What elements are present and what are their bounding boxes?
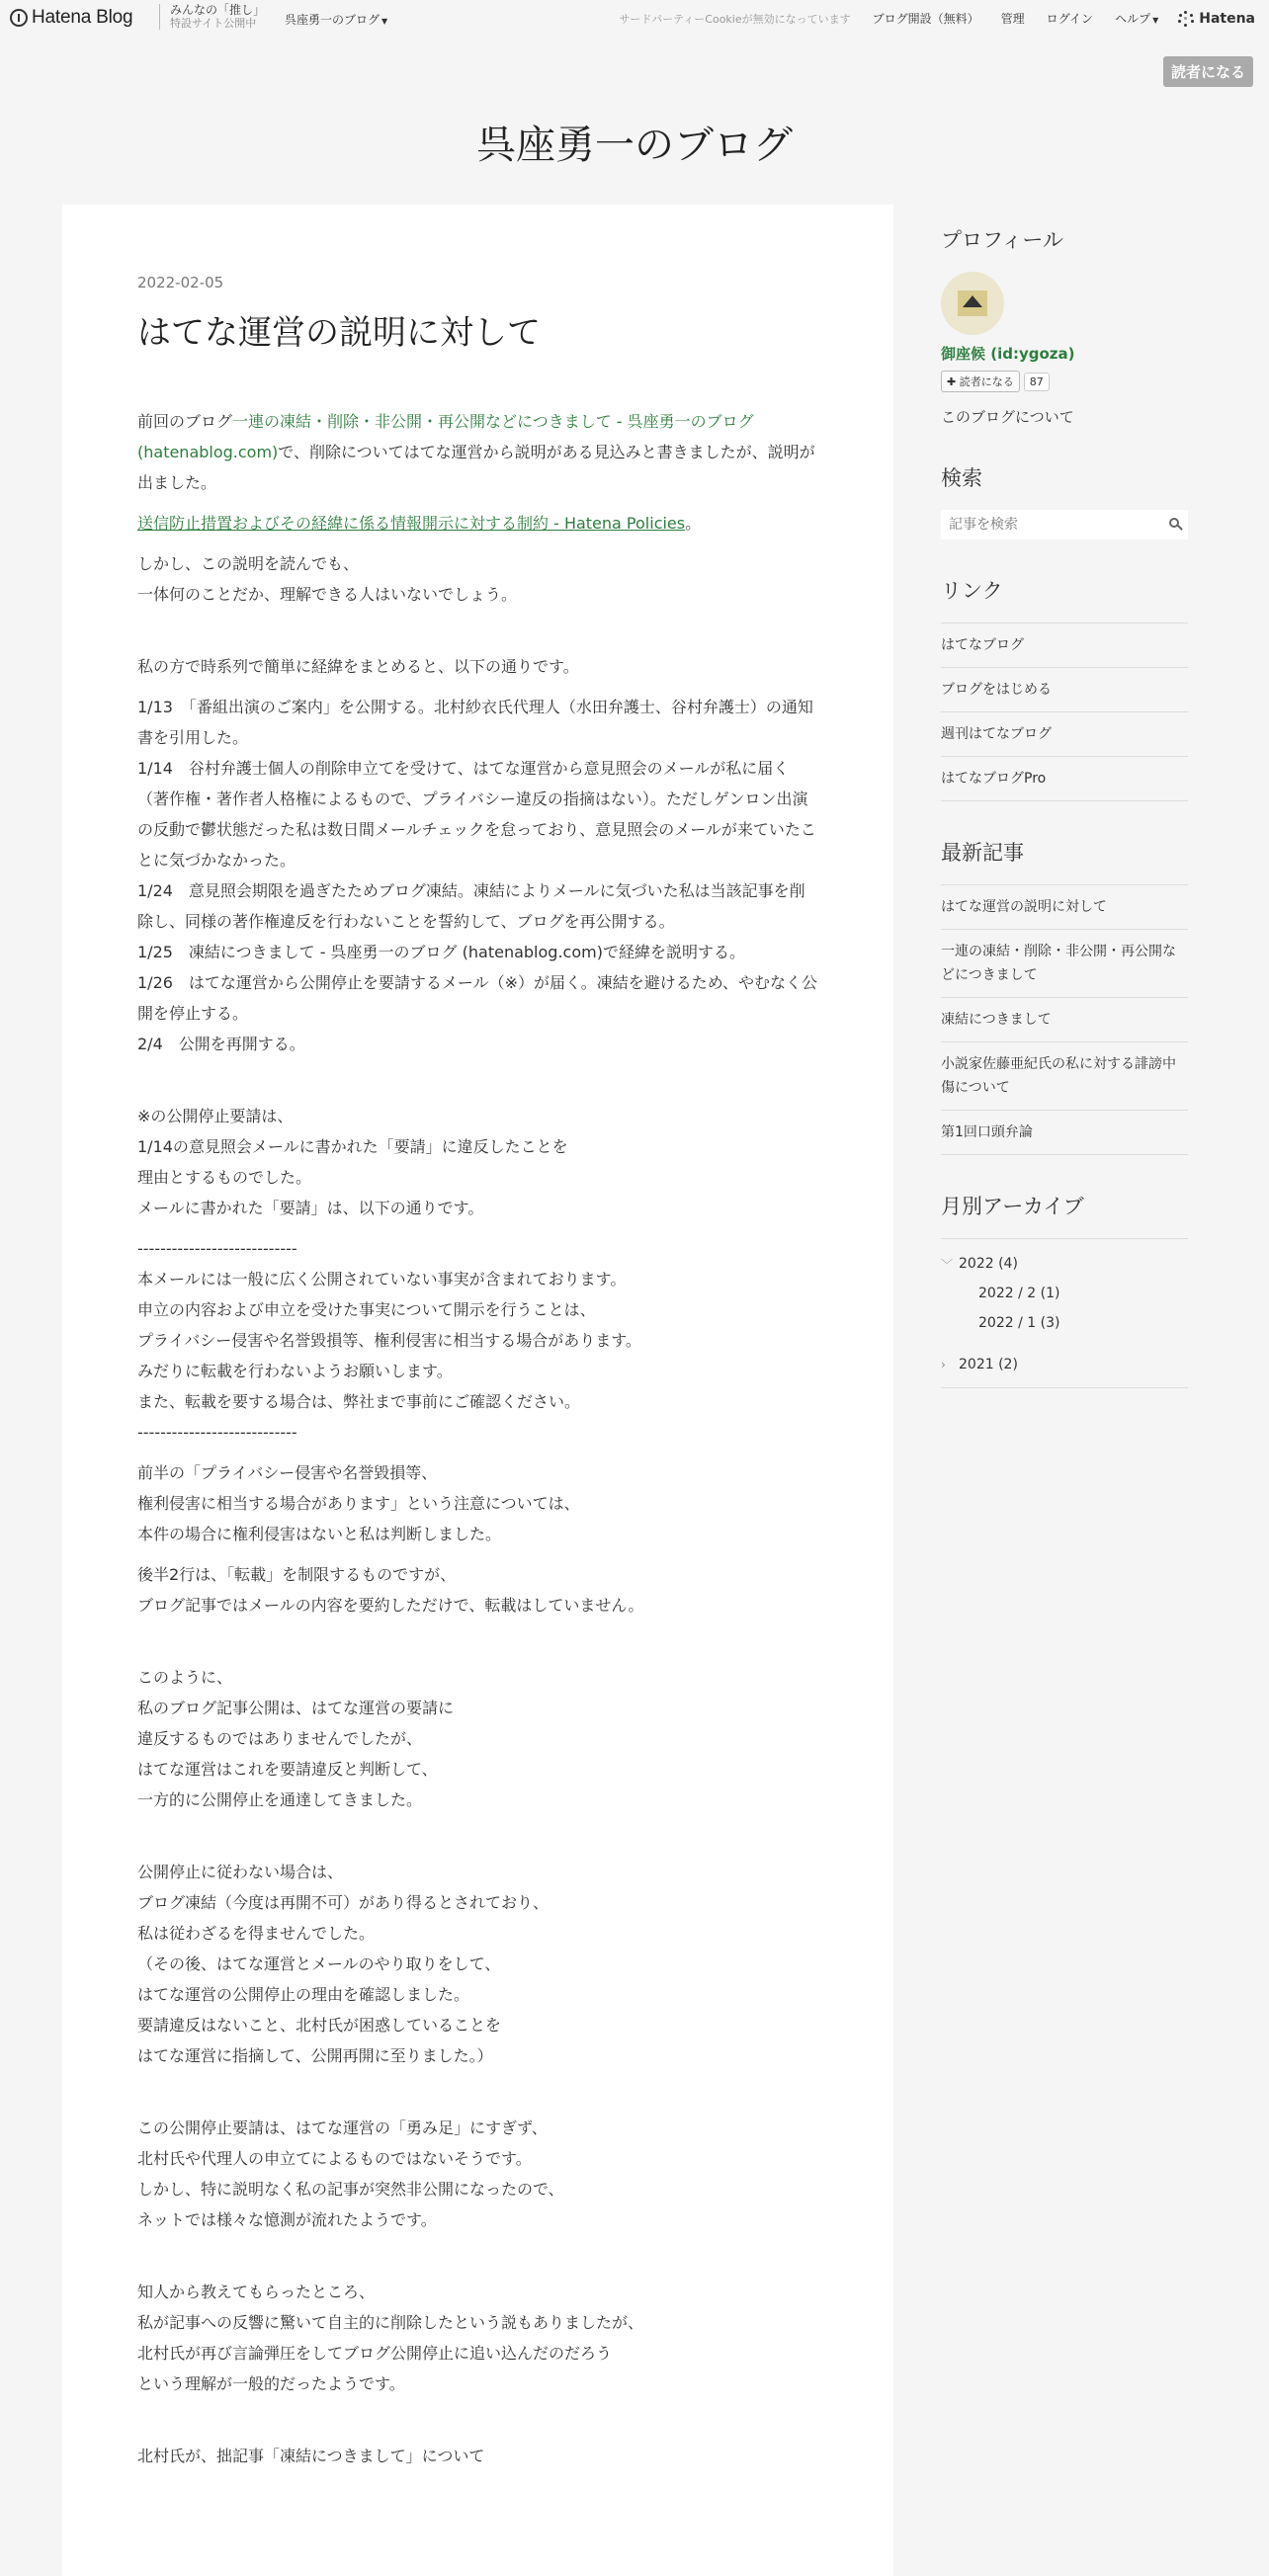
text: 前回のブログ: [137, 412, 233, 432]
line: ※の公開停止要請は、: [137, 1107, 294, 1126]
line: 知人から教えてもらったところ、: [137, 2283, 376, 2302]
line: この公開停止要請は、はてな運営の「勇み足」にすぎず、: [137, 2119, 548, 2138]
blog-menu[interactable]: [285, 11, 387, 28]
line: しかし、この説明を読んでも、: [137, 554, 360, 574]
chevron-right-icon[interactable]: ›: [941, 1358, 946, 1371]
hatena-logo-text: Hatena: [1199, 10, 1255, 27]
text: 。: [685, 514, 702, 534]
blog-menu-label: 呉座勇一のブログ: [285, 13, 381, 27]
line: 私が記事への反響に驚いて自主的に削除したという説もありましたが、: [137, 2313, 644, 2333]
follow-label: 読者になる: [959, 375, 1014, 388]
recent-entry[interactable]: 小説家佐藤亜紀氏の私に対する誹謗中傷について: [941, 1042, 1188, 1111]
line: （その後、はてな運営とメールのやり取りをして、: [137, 1954, 501, 1974]
paragraph: [137, 508, 819, 539]
line: メールに書かれた「要請」は、以下の通りです。: [137, 1199, 484, 1218]
paragraph: [137, 1457, 819, 1549]
profile-title: プロフィール: [941, 228, 1063, 252]
line: 北村氏や代理人の申立てによるものではないそうです。: [137, 2149, 532, 2169]
line: しかし、特に説明なく私の記事が突然非公開になったので、: [137, 2180, 564, 2200]
recent-title: 最新記事: [941, 841, 1024, 865]
follow-button[interactable]: [941, 371, 1020, 392]
blog-title[interactable]: 呉座勇一のブログ: [476, 122, 793, 168]
line: 公開停止に従わない場合は、: [137, 1863, 344, 1882]
entry-title[interactable]: はてな運営の説明に対して: [137, 313, 541, 353]
link-item[interactable]: ブログをはじめる: [941, 668, 1188, 712]
line: はてな運営の公開停止の理由を確認しました。: [137, 1985, 470, 2005]
line: 1/14の意見照会メールに書かれた「要請」に違反したことを: [137, 1137, 568, 1157]
line: 申立の内容および申立を受けた事実について開示を行うことは、: [137, 1300, 596, 1320]
hatena-blog-logo-text: Hatena Blog: [32, 7, 133, 28]
archive-month-2022-2[interactable]: 2022 / 2 (1): [978, 1286, 1060, 1301]
promo-link[interactable]: [159, 4, 265, 30]
paragraph: [137, 406, 819, 498]
recent-entry[interactable]: はてな運営の説明に対して: [941, 885, 1188, 930]
paragraph: [137, 548, 819, 610]
divider: ----------------------------: [137, 1239, 297, 1259]
line: 一体何のことだか、理解できる人はいないでしょう。: [137, 585, 518, 605]
help-menu[interactable]: [1115, 10, 1158, 27]
hatena-dots-icon: [1178, 11, 1194, 27]
quote-block: [137, 1233, 819, 1448]
line: 私のブログ記事公開は、はてな運営の要請に: [137, 1699, 455, 1718]
line: という理解が一般的だったようです。: [137, 2374, 405, 2394]
recent-list: [941, 884, 1188, 1155]
recent-entries-module: [941, 837, 1188, 1155]
paragraph: [137, 1857, 819, 2071]
paragraph: [137, 2113, 819, 2235]
link-item[interactable]: はてなブログ: [941, 623, 1188, 668]
paragraph: [137, 1559, 819, 1620]
main-content: [62, 205, 893, 2576]
timeline-item: 1/24 意見照会期限を過ぎたためブログ凍結。凍結によりメールに気づいた私は当該記事を削除し、同様の著作権違反を行わないことを誓約して、ブログを再公開する。: [137, 881, 805, 932]
about-blog-link[interactable]: このブログについて: [941, 408, 1074, 426]
caret-down-icon: ▼: [1152, 16, 1159, 25]
line: みだりに転載を行わないようお願いします。: [137, 1362, 453, 1381]
global-header: [0, 0, 1269, 36]
timeline: [137, 692, 819, 1059]
line: このように、: [137, 1668, 233, 1688]
line: 一方的に公開停止を通達してきました。: [137, 1790, 423, 1810]
archive-title: 月別アーカイブ: [941, 1195, 1084, 1218]
search-wrap: [941, 510, 1188, 540]
archive-label: 2021 (2): [959, 1357, 1018, 1372]
line: ブログ凍結（今度は再開不可）があり得るとされており、: [137, 1893, 550, 1913]
line: 権利侵害に相当する場合があります」という注意については、: [137, 1494, 580, 1514]
follow-row: [941, 371, 1188, 392]
timeline-item: 1/26 はてな運営から公開停止を要請するメール（※）が届く。凍結を避けるため、やむなく公開を停止する。: [137, 973, 818, 1024]
line: プライバシー侵害や名誉毀損等、権利侵害に相当する場合があります。: [137, 1331, 641, 1351]
archive-list: [941, 1238, 1188, 1388]
line: 北村氏が再び言論弾圧をしてブログ公開停止に追い込んだのだろう: [137, 2344, 613, 2364]
line: はてな運営はこれを要請違反と判断して、: [137, 1760, 438, 1780]
sidebar: [941, 205, 1188, 1424]
archive-label: 2022 (4): [959, 1256, 1018, 1272]
avatar[interactable]: [941, 272, 1004, 335]
line: 後半2行は、「転載」を制限するものですが、: [137, 1565, 457, 1585]
divider: ----------------------------: [137, 1423, 297, 1443]
search-input[interactable]: [941, 510, 1188, 540]
chevron-down-icon[interactable]: ﹀: [941, 1257, 954, 1272]
recent-entry[interactable]: 一連の凍結・削除・非公開・再公開などにつきまして: [941, 930, 1188, 998]
search-title: 検索: [941, 466, 982, 490]
hatena-blog-logo-icon: [10, 9, 28, 27]
paragraph: [137, 1101, 819, 1223]
entry: [137, 274, 819, 2481]
line: ブログ記事ではメールの内容を要約しただけで、転載はしていません。: [137, 1596, 644, 1616]
archive-year-2022[interactable]: [941, 1249, 1188, 1279]
line: 違反するものではありませんでしたが、: [137, 1729, 423, 1749]
login-link[interactable]: ログイン: [1046, 12, 1094, 26]
profile-module: [941, 224, 1188, 427]
archive-month-2022-1[interactable]: 2022 / 1 (3): [978, 1315, 1060, 1331]
line: 要請違反はないこと、北村氏が困惑していることを: [137, 2016, 502, 2036]
promo-line1: みんなの「推し」: [170, 3, 266, 17]
paragraph: 北村氏が、拙記事「凍結につきまして」について: [137, 2447, 485, 2466]
links-title: リンク: [941, 579, 1003, 603]
timeline-item: 2/4 公開を再開する。: [137, 1035, 305, 1054]
line: 前半の「プライバシー侵害や名誉毀損等、: [137, 1463, 438, 1483]
entry-date[interactable]: 2022-02-05: [137, 274, 224, 291]
link-item[interactable]: 週刊はてなブログ: [941, 712, 1188, 757]
link-item[interactable]: はてなブログPro: [941, 757, 1188, 801]
search-icon[interactable]: [1169, 518, 1179, 528]
line: ネットでは様々な憶測が流れたようです。: [137, 2210, 437, 2230]
entry-content: [137, 406, 819, 2471]
link-list: [941, 623, 1188, 801]
archive-module: [941, 1191, 1188, 1388]
subscribe-button[interactable]: 読者になる: [1163, 56, 1253, 87]
header-right: [597, 10, 1255, 27]
follower-count[interactable]: 87: [1024, 373, 1050, 391]
admin-link[interactable]: 管理: [1000, 12, 1025, 26]
caret-down-icon: ▼: [381, 17, 388, 26]
text: で、削除についてはてな運営から説明がある見込みと書きましたが、説明が出ました。: [137, 443, 815, 493]
hatena-logo[interactable]: [1178, 11, 1255, 27]
help-label: ヘルプ: [1115, 12, 1151, 26]
line: 本メールには一般に広く公開されていない事実が含まれております。: [137, 1270, 627, 1289]
timeline-item: 1/13 「番組出演のご案内」を公開する。北村紗衣氏代理人（水田弁護士、谷村弁護士）の通知書を引用した。: [137, 698, 813, 748]
timeline-item: 1/14 谷村弁護士個人の削除申立てを受けて、はてな運営から意見照会のメールが私に届く（著作権・著作者人格権によるもので、プライバシー違反の指摘はない）。ただしゲンロン出演の反動で鬱状態だった私は数日間メールチェックを怠っており、意見照会のメールが来ていたことに気づかなかった。: [137, 759, 816, 871]
recent-entry[interactable]: 凍結につきまして: [941, 998, 1188, 1042]
line: はてな運営に指摘して、公開再開に至りました。）: [137, 2046, 493, 2066]
avatar-image: [958, 291, 987, 316]
policy-link[interactable]: 送信防止措置およびその経緯に係る情報開示に対する制約 - Hatena Policies: [137, 514, 686, 534]
paragraph: 私の方で時系列で簡単に経緯をまとめると、以下の通りです。: [137, 657, 579, 677]
search-module: [941, 462, 1188, 540]
hatena-blog-logo[interactable]: [10, 7, 132, 29]
promo-line2: 特設サイト公開中: [170, 17, 257, 30]
links-module: [941, 575, 1188, 801]
cookie-notice[interactable]: サードパーティーCookieが無効になっています: [619, 12, 851, 26]
previous-post-link[interactable]: 一連の凍結・削除・非公開・再公開などにつきまして - 呉座勇一のブログ (hatenablog.com): [137, 412, 754, 462]
line: 私は従わざるを得ませんでした。: [137, 1924, 376, 1944]
timeline-item: 1/25 凍結につきまして - 呉座勇一のブログ (hatenablog.com)で経緯を説明する。: [137, 943, 745, 962]
recent-entry[interactable]: 第1回口頭弁論: [941, 1111, 1188, 1155]
archive-year-2021[interactable]: [941, 1350, 1188, 1379]
paragraph: [137, 2277, 819, 2399]
line: 本件の場合に権利侵害はないと私は判断しました。: [137, 1525, 502, 1544]
start-blog-link[interactable]: ブログ開設（無料）: [872, 12, 979, 26]
paragraph: [137, 1662, 819, 1815]
line: また、転載を要する場合は、弊社まで事前にご確認ください。: [137, 1392, 581, 1412]
line: 理由とするものでした。: [137, 1168, 312, 1188]
profile-name[interactable]: 御座候 (id:ygoza): [941, 345, 1075, 363]
plus-icon: ✚: [947, 375, 960, 388]
